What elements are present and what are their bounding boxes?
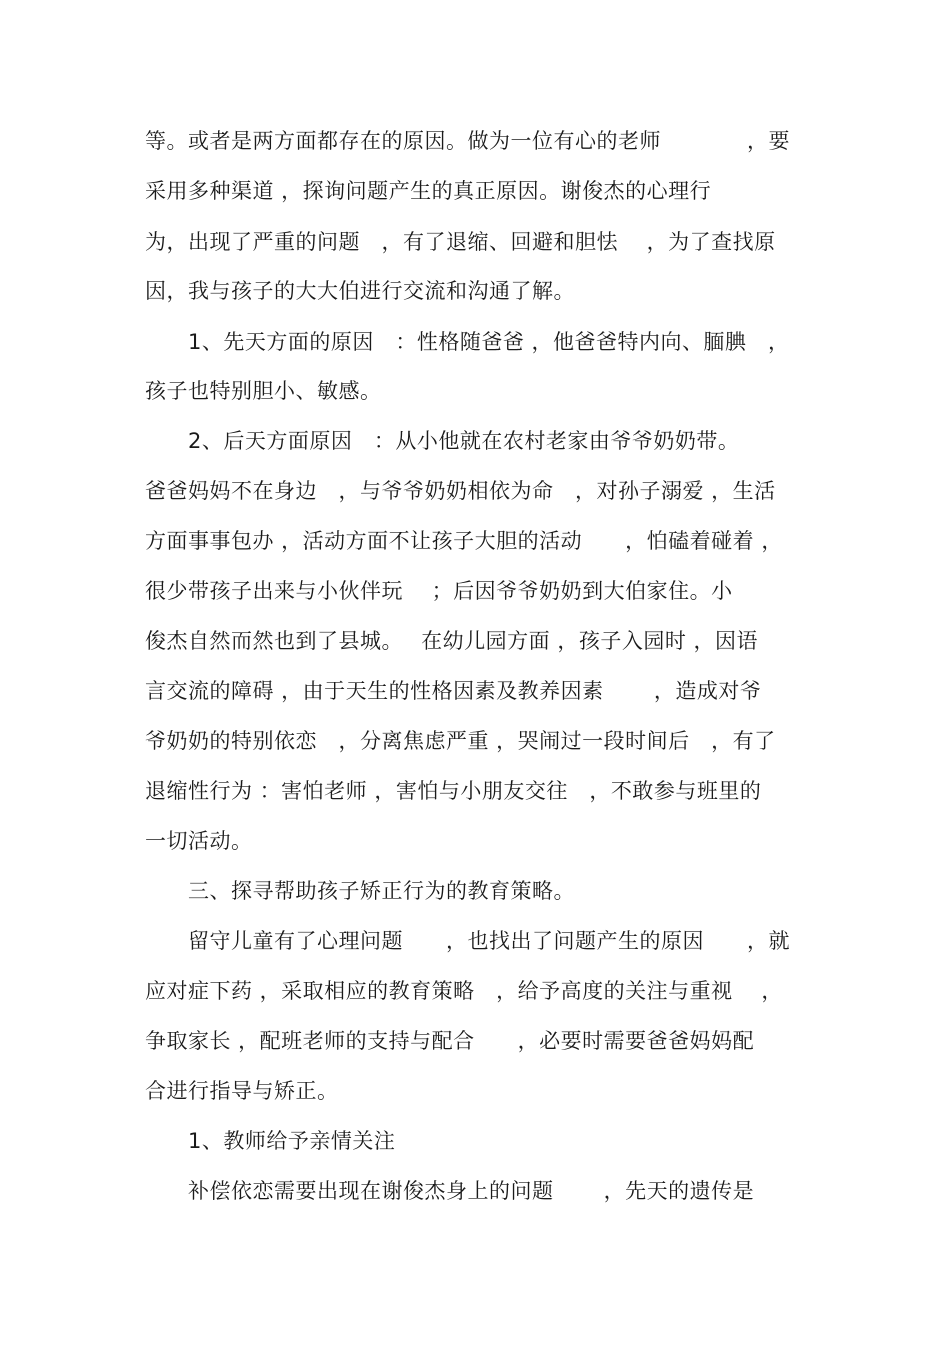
text-line: 采用多种渠道 ，探询问题产生的真正原因。谢俊杰的心理行 xyxy=(145,179,712,203)
section-heading: 三、探寻帮助孩子矫正行为的教育策略。 xyxy=(145,879,575,903)
text-line: 孩子也特别胆小、敏感。 xyxy=(145,379,382,403)
text-line: 一切活动。 xyxy=(145,829,253,853)
subsection-heading: 1、教师给予亲情关注 xyxy=(145,1129,396,1153)
text-line: 争取家长 ，配班老师的支持与配合 ，必要时需要爸爸妈妈配 xyxy=(145,1029,755,1053)
text-line: 很少带孩子出来与小伙伴玩 ；后因爷爷奶奶到大伯家住。小 xyxy=(145,579,733,603)
text-line: 退缩性行为 ：害怕老师 ，害怕与小朋友交往 ，不敢参与班里的 xyxy=(145,779,762,803)
text-line: 补偿依恋需要出现在谢俊杰身上的问题 ，先天的遗传是 xyxy=(145,1179,755,1203)
text-line: 俊杰自然而然也到了县城。 在幼儿园方面 ，孩子入园时 ，因语 xyxy=(145,629,759,653)
text-line: 为，出现了严重的问题 ，有了退缩、回避和胆怯 ，为了查找原 xyxy=(145,230,776,254)
text-line: 方面事事包办 ，活动方面不让孩子大胆的活动 ，怕磕着碰着 ， xyxy=(145,529,783,553)
text-line: 因，我与孩子的大大伯进行交流和沟通了解。 xyxy=(145,279,575,303)
text-line: 留守儿童有了心理问题 ，也找出了问题产生的原因 ，就 xyxy=(145,929,790,953)
text-line: 爸爸妈妈不在身边 ，与爷爷奶奶相依为命 ，对孙子溺爱 ，生活 xyxy=(145,479,776,503)
text-line: 2、后天方面原因 ：从小他就在农村老家由爷爷奶奶带。 xyxy=(145,429,740,453)
text-line: 言交流的障碍 ，由于天生的性格因素及教养因素 ，造成对爷 xyxy=(145,679,762,703)
text-line: 1、先天方面的原因 ：性格随爸爸 ，他爸爸特内向、腼腆 ， xyxy=(145,330,790,354)
text-line: 等。或者是两方面都存在的原因。做为一位有心的老师 ，要 xyxy=(145,129,790,153)
text-line: 合进行指导与矫正。 xyxy=(145,1079,339,1103)
text-line: 应对症下药 ，采取相应的教育策略 ，给予高度的关注与重视 ， xyxy=(145,979,783,1003)
text-line: 爷奶奶的特别依恋 ，分离焦虑严重 ，哭闹过一段时间后 ，有了 xyxy=(145,729,776,753)
